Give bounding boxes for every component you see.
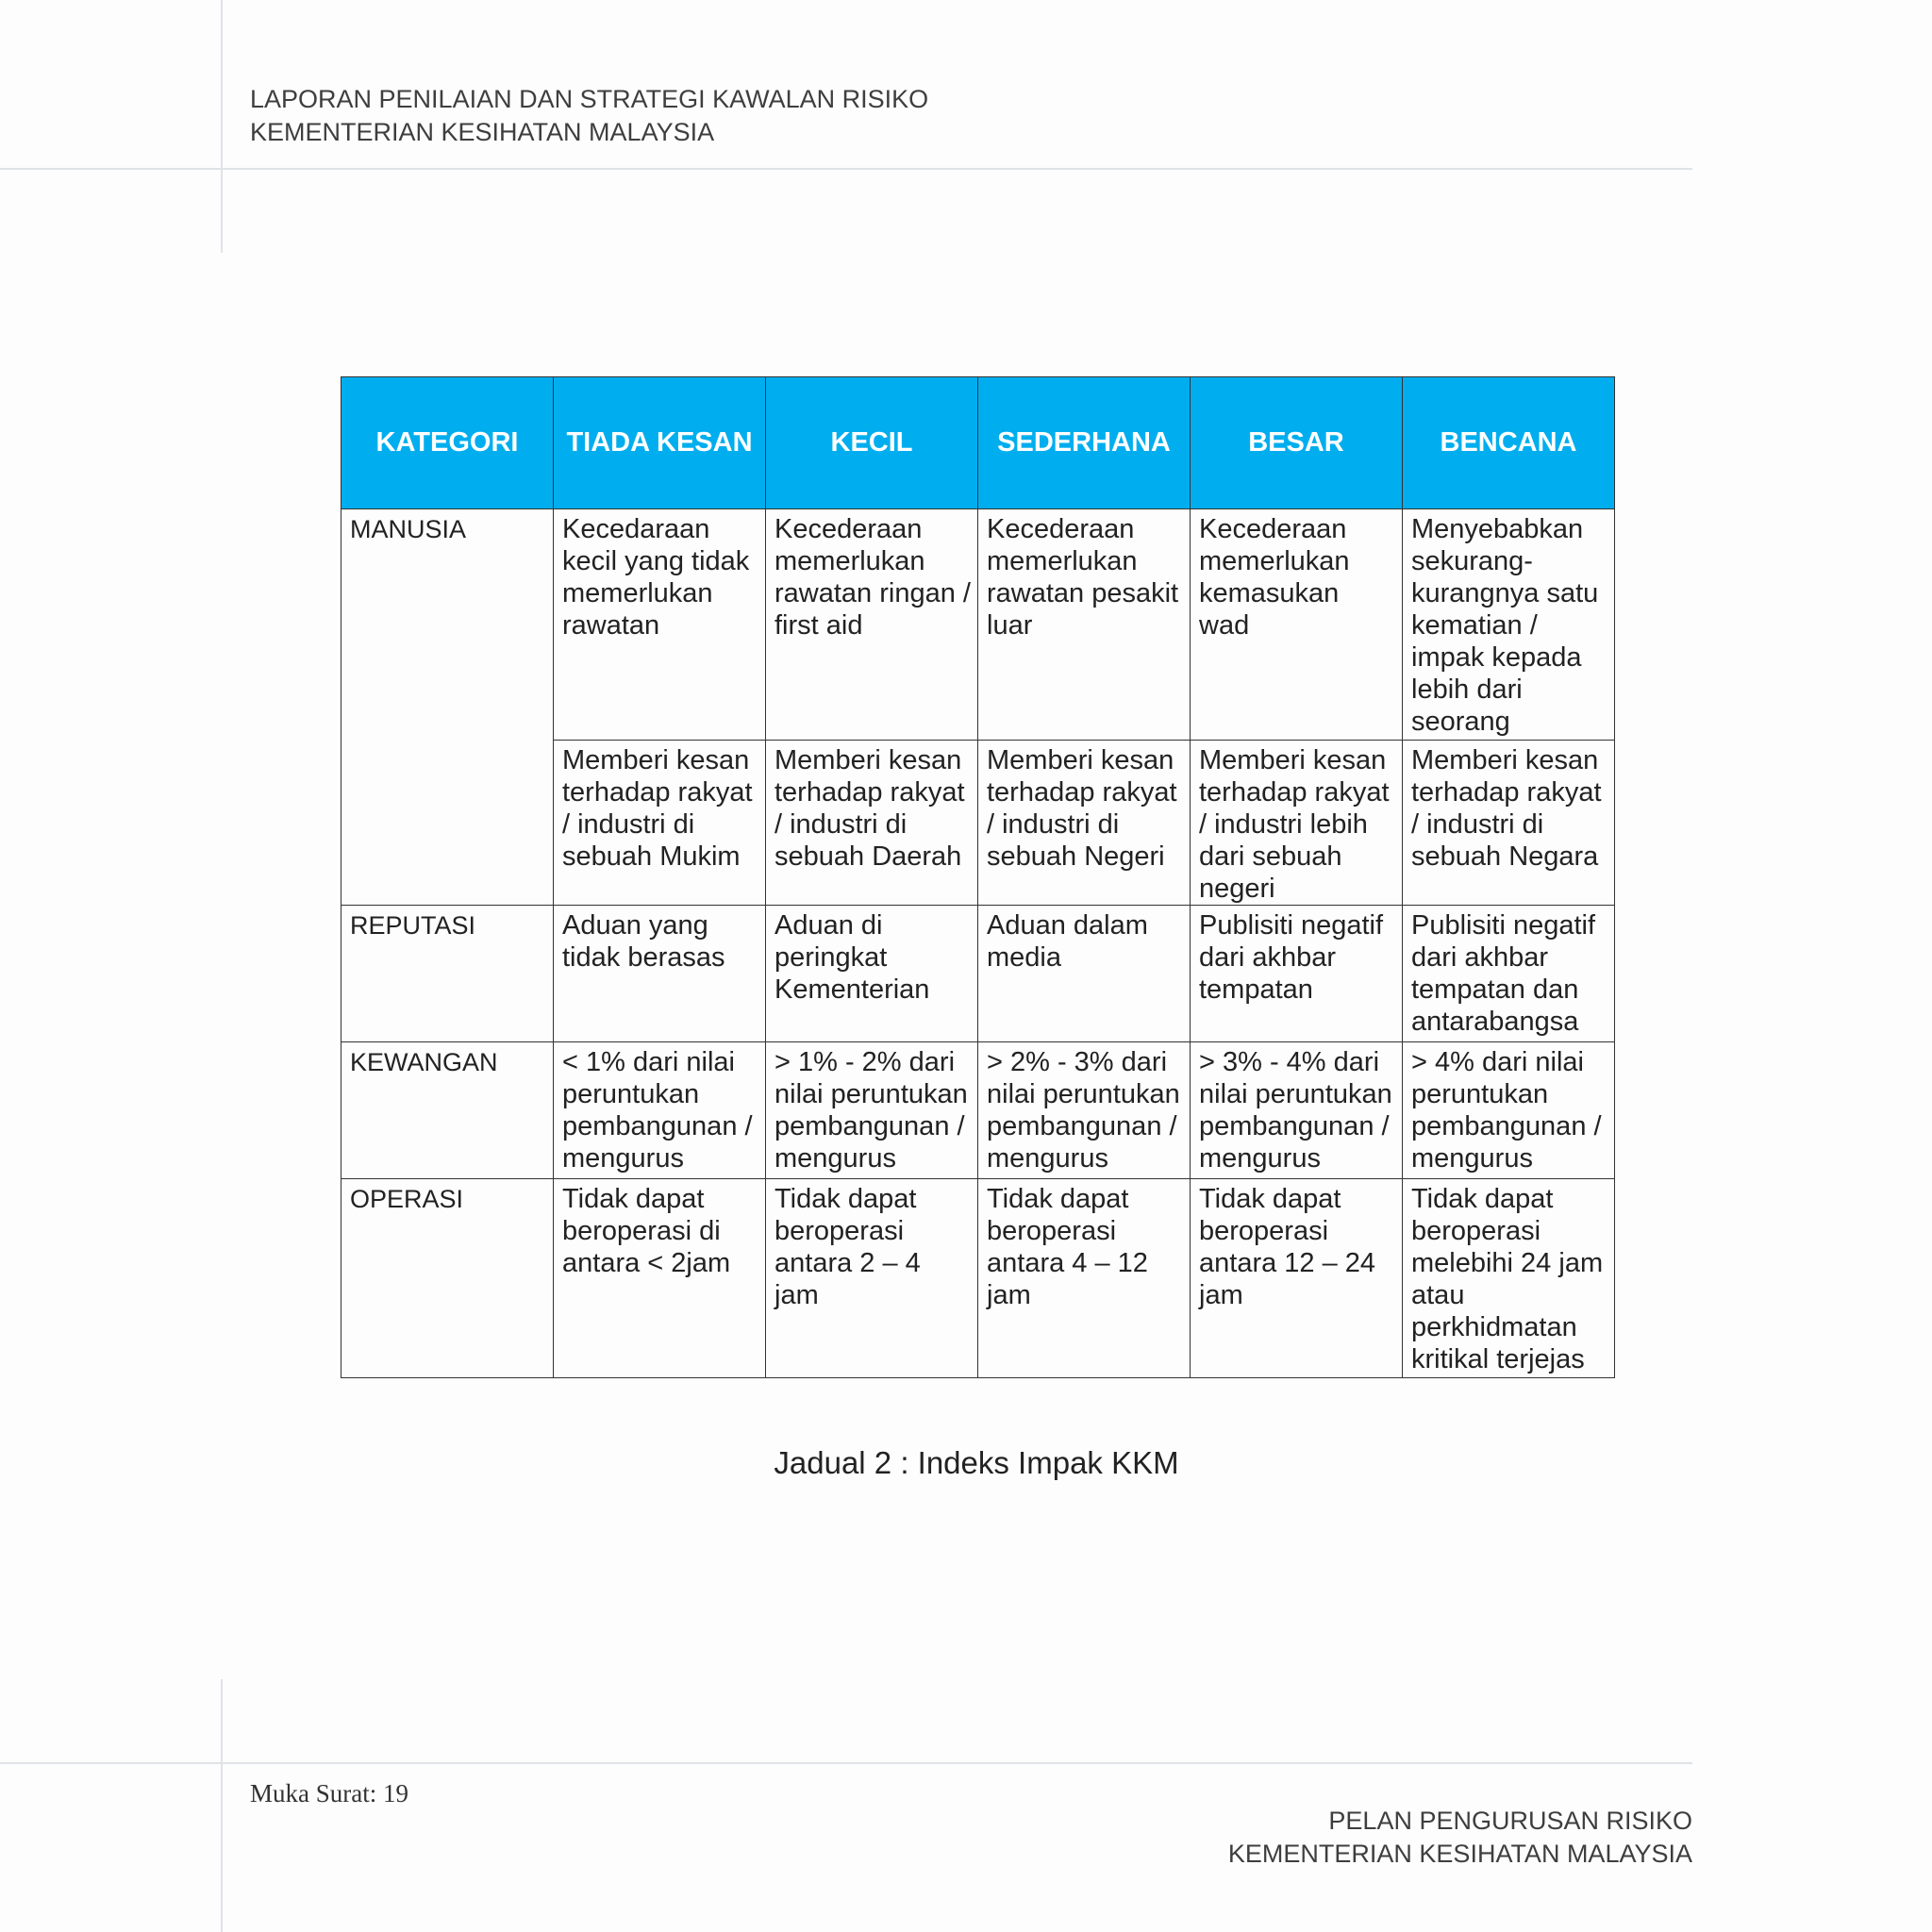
table-row-operasi: [341, 1179, 1615, 1378]
table-cell: Kecederaan memerlukan kemasukan wad: [1191, 509, 1403, 741]
running-footer: [1228, 1805, 1692, 1871]
header-line-1: LAPORAN PENILAIAN DAN STRATEGI KAWALAN RISIKO: [250, 85, 929, 113]
page-number: Muka Surat: 19: [250, 1779, 408, 1807]
column-header: TIADA KESAN: [554, 377, 766, 509]
table-cell: > 2% - 3% dari nilai peruntukan pembangunan / mengurus: [978, 1042, 1191, 1179]
running-header: [250, 83, 928, 149]
table-cell: Tidak dapat beroperasi melebihi 24 jam atau perkhidmatan kritikal terjejas: [1403, 1179, 1615, 1378]
table-cell: Memberi kesan terhadap rakyat / industri di sebuah Negara: [1403, 741, 1615, 906]
footer-line-2: KEMENTERIAN KESIHATAN MALAYSIA: [1227, 1840, 1692, 1868]
table-row-kewangan: [341, 1042, 1615, 1179]
table-cell: Memberi kesan terhadap rakyat / industri di sebuah Negeri: [978, 741, 1191, 906]
table-cell: Memberi kesan terhadap rakyat / industri di sebuah Daerah: [766, 741, 978, 906]
table-row-reputasi: [341, 906, 1615, 1042]
bottom-vertical-rule: [221, 1679, 223, 1932]
table-cell: Kecederaan memerlukan rawatan ringan / first aid: [766, 509, 978, 741]
table-cell: Kecedaraan kecil yang tidak memerlukan rawatan: [554, 509, 766, 741]
category-cell: OPERASI: [341, 1179, 554, 1378]
column-header: KECIL: [766, 377, 978, 509]
table-cell: Menyebabkan sekurang-kurangnya satu kematian / impak kepada lebih dari seorang: [1403, 509, 1615, 741]
table-cell: Kecederaan memerlukan rawatan pesakit luar: [978, 509, 1191, 741]
table-cell: Tidak dapat beroperasi antara 2 – 4 jam: [766, 1179, 978, 1378]
table-cell: < 1% dari nilai peruntukan pembangunan / mengurus: [554, 1042, 766, 1179]
column-header: BESAR: [1191, 377, 1403, 509]
table-cell: Tidak dapat beroperasi antara 4 – 12 jam: [978, 1179, 1191, 1378]
table-cell: Aduan dalam media: [978, 906, 1191, 1042]
table-header-row: [341, 377, 1615, 509]
table-cell: Tidak dapat beroperasi di antara < 2jam: [554, 1179, 766, 1378]
table-row-manusia-1: [341, 509, 1615, 741]
header-line-2: KEMENTERIAN KESIHATAN MALAYSIA: [250, 118, 715, 146]
column-header: BENCANA: [1403, 377, 1615, 509]
table-cell: Publisiti negatif dari akhbar tempatan: [1191, 906, 1403, 1042]
table-cell: Aduan yang tidak berasas: [554, 906, 766, 1042]
footer-line-1: PELAN PENGURUSAN RISIKO: [1328, 1807, 1692, 1835]
table-cell: Aduan di peringkat Kementerian: [766, 906, 978, 1042]
category-cell: REPUTASI: [341, 906, 554, 1042]
top-horizontal-rule: [0, 168, 1692, 170]
table-caption: Jadual 2 : Indeks Impak KKM: [774, 1445, 1179, 1480]
category-cell: KEWANGAN: [341, 1042, 554, 1179]
impact-index-table: [341, 376, 1615, 1378]
category-cell: MANUSIA: [341, 509, 554, 906]
column-header: KATEGORI: [341, 377, 554, 509]
table-cell: Memberi kesan terhadap rakyat / industri di sebuah Mukim: [554, 741, 766, 906]
table-cell: > 1% - 2% dari nilai peruntukan pembangunan / mengurus: [766, 1042, 978, 1179]
table-cell: > 4% dari nilai peruntukan pembangunan / mengurus: [1403, 1042, 1615, 1179]
table-cell: Memberi kesan terhadap rakyat / industri lebih dari sebuah negeri: [1191, 741, 1403, 906]
table-cell: Publisiti negatif dari akhbar tempatan dan antarabangsa: [1403, 906, 1615, 1042]
table-cell: > 3% - 4% dari nilai peruntukan pembangunan / mengurus: [1191, 1042, 1403, 1179]
top-vertical-rule: [221, 0, 223, 253]
table-cell: Tidak dapat beroperasi antara 12 – 24 jam: [1191, 1179, 1403, 1378]
column-header: SEDERHANA: [978, 377, 1191, 509]
bottom-horizontal-rule: [0, 1762, 1692, 1764]
